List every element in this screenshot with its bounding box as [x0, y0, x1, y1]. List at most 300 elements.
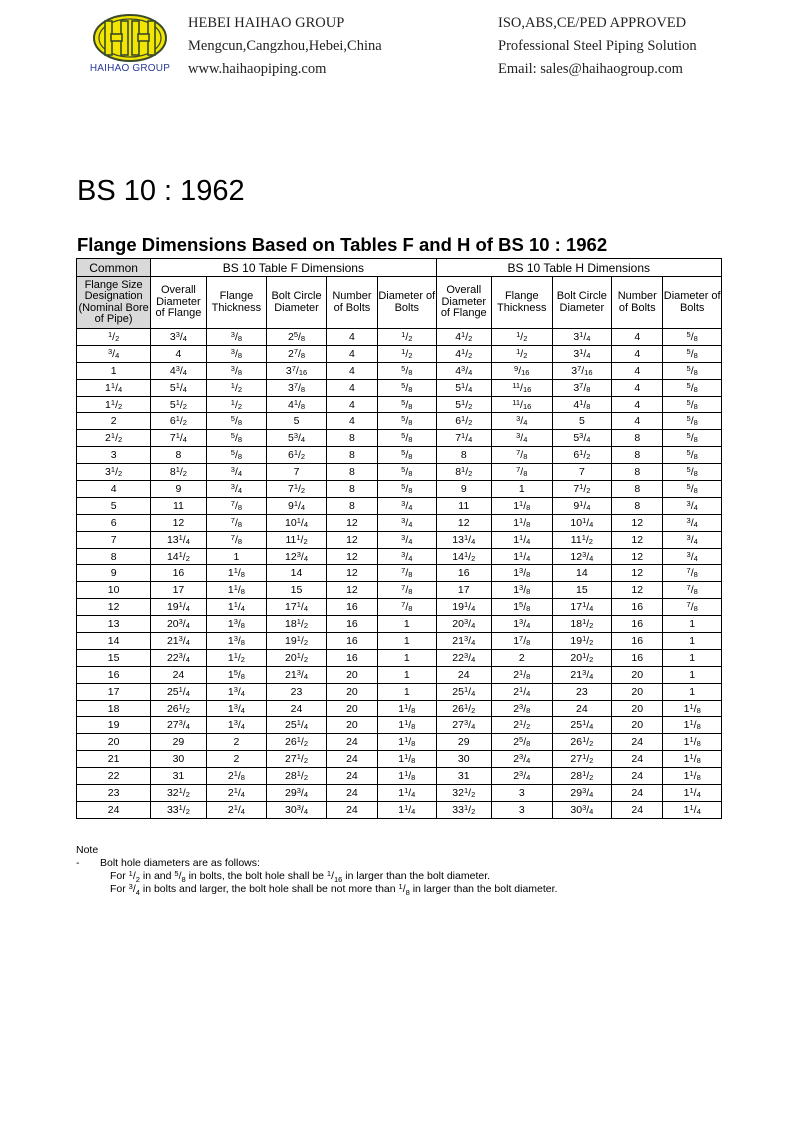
table-cell: 24	[326, 751, 377, 768]
group-header-table-h: BS 10 Table H Dimensions	[436, 259, 721, 277]
table-cell: 20	[326, 683, 377, 700]
table-cell: 12	[612, 582, 663, 599]
table-cell: $27^3/_4$	[151, 717, 206, 734]
table-cell: 20	[326, 700, 377, 717]
table-cell: 12	[326, 565, 377, 582]
table-cell: $^5/_8$	[206, 447, 267, 464]
size-cell: 24	[77, 801, 151, 818]
table-cell: $5^3/_4$	[267, 430, 327, 447]
table-cell: 24	[326, 768, 377, 785]
table-cell: 16	[326, 599, 377, 616]
table-cell: 9	[151, 481, 206, 498]
table-cell: $1^5/_8$	[491, 599, 552, 616]
table-cell: $2^3/_4$	[491, 751, 552, 768]
table-cell: $3^1/_4$	[552, 329, 612, 346]
note-text: For	[110, 870, 129, 882]
table-cell: $^9/_{16}$	[491, 362, 552, 379]
table-cell: $^7/_8$	[206, 497, 267, 514]
size-cell: 18	[77, 700, 151, 717]
size-cell: 4	[77, 481, 151, 498]
table-cell: $4^1/_2$	[436, 329, 491, 346]
table-cell: $^3/_8$	[206, 329, 267, 346]
table-cell: 1	[663, 649, 722, 666]
table-cell: $^5/_8$	[663, 329, 722, 346]
table-cell: 12	[326, 514, 377, 531]
size-cell: 14	[77, 633, 151, 650]
size-cell: 19	[77, 717, 151, 734]
table-row	[77, 514, 722, 531]
table-cell: 12	[612, 565, 663, 582]
table-cell: $7^1/_2$	[267, 481, 327, 498]
table-cell: $25^1/_4$	[267, 717, 327, 734]
table-cell: 8	[612, 430, 663, 447]
table-row	[77, 362, 722, 379]
table-cell: 20	[612, 666, 663, 683]
table-cell: $33^1/_2$	[151, 801, 206, 818]
table-cell: 20	[612, 700, 663, 717]
table-cell: $6^1/_2$	[552, 447, 612, 464]
note-bullet	[76, 857, 557, 870]
size-cell: 21	[77, 751, 151, 768]
note-dash: -	[76, 857, 80, 869]
table-cell: $19^1/_4$	[436, 599, 491, 616]
table-cell: $2^1/_2$	[491, 717, 552, 734]
table-cell: $30^3/_4$	[552, 801, 612, 818]
table-cell: 1	[206, 548, 267, 565]
note-text: in larger than the bolt diameter.	[409, 883, 558, 895]
table-cell: $27^1/_2$	[267, 751, 327, 768]
size-cell: 8	[77, 548, 151, 565]
table-cell: $3^7/_8$	[267, 379, 327, 396]
table-row	[77, 801, 722, 818]
table-cell: 16	[326, 616, 377, 633]
table-row	[77, 345, 722, 362]
table-cell: $18^1/_2$	[552, 616, 612, 633]
table-cell: $1^1/_4$	[663, 785, 722, 802]
size-cell: $1^1/_2$	[77, 396, 151, 413]
table-cell: 8	[151, 447, 206, 464]
table-cell: 8	[612, 464, 663, 481]
table-cell: $^7/_8$	[206, 514, 267, 531]
table-cell: $19^1/_4$	[151, 599, 206, 616]
size-cell: 5	[77, 497, 151, 514]
size-cell: 2	[77, 413, 151, 430]
table-row	[77, 497, 722, 514]
table-cell: 17	[436, 582, 491, 599]
table-cell: $^5/_8$	[378, 362, 437, 379]
column-header: Diameter of Bolts	[663, 277, 722, 329]
table-cell: $2^1/_4$	[206, 801, 267, 818]
table-cell: $17^1/_4$	[552, 599, 612, 616]
table-cell: 4	[612, 379, 663, 396]
table-cell: $^3/_4$	[378, 514, 437, 531]
table-cell: 11	[151, 497, 206, 514]
table-cell: $1^3/_8$	[491, 565, 552, 582]
table-cell: $^1/_2$	[206, 396, 267, 413]
table-cell: $3^7/_8$	[552, 379, 612, 396]
table-cell: 30	[151, 751, 206, 768]
table-cell: $1^5/_8$	[206, 666, 267, 683]
table-cell: 16	[326, 649, 377, 666]
table-cell: $1^1/_4$	[491, 548, 552, 565]
table-cell: $4^1/_8$	[267, 396, 327, 413]
table-cell: $4^3/_4$	[436, 362, 491, 379]
size-cell: 23	[77, 785, 151, 802]
table-cell: $1^1/_8$	[663, 751, 722, 768]
certifications: ISO,ABS,CE/PED APPROVED	[498, 15, 687, 31]
table-cell: $28^1/_2$	[552, 768, 612, 785]
table-cell: 12	[436, 514, 491, 531]
table-cell: $8^1/_2$	[151, 464, 206, 481]
table-cell: $1^3/_4$	[206, 717, 267, 734]
table-cell: $1^1/_4$	[378, 785, 437, 802]
table-cell: $2^5/_8$	[491, 734, 552, 751]
table-row	[77, 683, 722, 700]
table-cell: 2	[206, 734, 267, 751]
table-row	[77, 464, 722, 481]
table-cell: 16	[436, 565, 491, 582]
table-cell: $1^1/_8$	[378, 734, 437, 751]
table-cell: $26^1/_2$	[267, 734, 327, 751]
group-header-row	[77, 259, 722, 277]
table-cell: 16	[612, 649, 663, 666]
table-cell: $22^3/_4$	[151, 649, 206, 666]
table-cell: 2	[206, 751, 267, 768]
table-cell: 8	[326, 497, 377, 514]
table-row	[77, 565, 722, 582]
table-cell: 24	[326, 734, 377, 751]
fraction: $^1/_2$	[128, 869, 140, 885]
table-cell: 4	[326, 396, 377, 413]
table-cell: $1^1/_8$	[663, 734, 722, 751]
table-cell: $28^1/_2$	[267, 768, 327, 785]
table-cell: $7^1/_4$	[436, 430, 491, 447]
column-header: Diameter of Bolts	[378, 277, 437, 329]
table-cell: $^5/_8$	[663, 464, 722, 481]
table-cell: $^7/_8$	[378, 565, 437, 582]
table-cell: $1^1/_4$	[491, 531, 552, 548]
table-cell: 4	[326, 413, 377, 430]
table-cell: $1^1/_4$	[663, 801, 722, 818]
table-cell: 16	[326, 633, 377, 650]
table-cell: 15	[552, 582, 612, 599]
table-cell: $^7/_8$	[378, 582, 437, 599]
table-cell: $29^3/_4$	[552, 785, 612, 802]
note-text: in bolts, the bolt hole shall be	[185, 870, 327, 882]
column-header: Flange Thickness	[491, 277, 552, 329]
table-cell: $19^1/_2$	[267, 633, 327, 650]
page-header	[0, 0, 795, 90]
size-cell: 17	[77, 683, 151, 700]
note-section	[76, 844, 557, 896]
table-cell: $1^1/_8$	[378, 768, 437, 785]
table-cell: $1^1/_8$	[378, 700, 437, 717]
table-cell: 20	[326, 666, 377, 683]
table-cell: $3^7/_{16}$	[267, 362, 327, 379]
note-text: in bolts and larger, the bolt hole shall be not more than	[139, 883, 399, 895]
table-cell: $^7/_8$	[663, 599, 722, 616]
table-cell: 1	[378, 649, 437, 666]
table-cell: 8	[612, 481, 663, 498]
table-cell: $^3/_8$	[206, 362, 267, 379]
table-cell: $^3/_4$	[491, 430, 552, 447]
table-row	[77, 768, 722, 785]
column-header-row	[77, 277, 722, 329]
table-cell: 4	[326, 362, 377, 379]
table-row	[77, 616, 722, 633]
table-cell: 24	[326, 785, 377, 802]
table-cell: $5^1/_2$	[151, 396, 206, 413]
table-cell: 29	[151, 734, 206, 751]
table-cell: 24	[552, 700, 612, 717]
table-cell: $1^3/_4$	[206, 700, 267, 717]
company-email[interactable]: Email: sales@haihaogroup.com	[498, 61, 683, 77]
table-cell: 24	[612, 734, 663, 751]
table-row	[77, 785, 722, 802]
table-cell: $1^3/_4$	[491, 616, 552, 633]
table-cell: $^5/_8$	[663, 447, 722, 464]
table-cell: $^3/_4$	[663, 514, 722, 531]
size-cell: 3	[77, 447, 151, 464]
table-cell: $12^3/_4$	[552, 548, 612, 565]
table-cell: $25^1/_4$	[552, 717, 612, 734]
table-cell: $^3/_4$	[206, 464, 267, 481]
table-cell: $2^7/_8$	[267, 345, 327, 362]
table-cell: 5	[267, 413, 327, 430]
column-header: Number of Bolts	[326, 277, 377, 329]
table-cell: 12	[612, 514, 663, 531]
table-cell: $^1/_2$	[491, 345, 552, 362]
table-cell: 3	[491, 801, 552, 818]
table-row	[77, 396, 722, 413]
table-cell: 23	[267, 683, 327, 700]
table-cell: $1^1/_8$	[491, 497, 552, 514]
document-title: BS 10 : 1962	[77, 175, 245, 207]
table-cell: $^3/_4$	[663, 531, 722, 548]
table-cell: 31	[436, 768, 491, 785]
table-cell: $^1/_2$	[378, 329, 437, 346]
table-cell: $6^1/_2$	[267, 447, 327, 464]
table-cell: $27^3/_4$	[436, 717, 491, 734]
table-cell: 20	[612, 683, 663, 700]
table-cell: $^5/_8$	[663, 345, 722, 362]
table-cell: 20	[326, 717, 377, 734]
group-header-table-f: BS 10 Table F Dimensions	[151, 259, 436, 277]
table-cell: $1^1/_2$	[206, 649, 267, 666]
table-cell: $22^3/_4$	[436, 649, 491, 666]
table-cell: $^7/_8$	[663, 565, 722, 582]
table-cell: $10^1/_4$	[267, 514, 327, 531]
table-cell: 9	[436, 481, 491, 498]
table-cell: 8	[612, 447, 663, 464]
table-cell: $2^3/_4$	[491, 768, 552, 785]
table-cell: 24	[267, 700, 327, 717]
table-cell: 2	[491, 649, 552, 666]
table-cell: $^5/_8$	[663, 379, 722, 396]
note-text: in and	[139, 870, 175, 882]
table-cell: 16	[612, 633, 663, 650]
table-cell: 1	[663, 633, 722, 650]
flange-dimensions-table	[76, 258, 722, 819]
column-header: Bolt Circle Diameter	[267, 277, 327, 329]
table-cell: 24	[436, 666, 491, 683]
size-cell: 1	[77, 362, 151, 379]
table-cell: $^1/_2$	[491, 329, 552, 346]
table-cell: $19^1/_2$	[552, 633, 612, 650]
table-cell: 4	[612, 396, 663, 413]
fraction: $^3/_4$	[128, 882, 140, 898]
table-cell: 29	[436, 734, 491, 751]
table-cell: 7	[267, 464, 327, 481]
size-cell: $3^1/_2$	[77, 464, 151, 481]
table-cell: 8	[326, 464, 377, 481]
fraction: $^1/_8$	[398, 882, 410, 898]
table-cell: 20	[612, 717, 663, 734]
table-cell: $1^3/_4$	[206, 683, 267, 700]
table-cell: $11^1/_2$	[267, 531, 327, 548]
table-cell: $6^1/_2$	[151, 413, 206, 430]
table-cell: 12	[612, 548, 663, 565]
note-text: For	[110, 883, 129, 895]
table-cell: 1	[378, 666, 437, 683]
company-address: Mengcun,Cangzhou,Hebei,China	[188, 38, 382, 54]
table-cell: 14	[267, 565, 327, 582]
table-row	[77, 329, 722, 346]
table-cell: $5^1/_4$	[436, 379, 491, 396]
table-cell: 12	[326, 531, 377, 548]
table-cell: $3^3/_4$	[151, 329, 206, 346]
size-cell: $2^1/_2$	[77, 430, 151, 447]
table-row	[77, 717, 722, 734]
table-cell: 7	[552, 464, 612, 481]
table-cell: 4	[151, 345, 206, 362]
table-cell: $2^1/_4$	[491, 683, 552, 700]
table-cell: $1^1/_4$	[378, 801, 437, 818]
table-cell: $4^3/_4$	[151, 362, 206, 379]
table-cell: $^7/_8$	[491, 464, 552, 481]
size-cell: 16	[77, 666, 151, 683]
table-cell: 4	[612, 413, 663, 430]
table-row	[77, 447, 722, 464]
logo-text: HAIHAO GROUP	[89, 63, 171, 74]
table-cell: $14^1/_2$	[151, 548, 206, 565]
table-cell: $17^1/_4$	[267, 599, 327, 616]
table-cell: $5^1/_2$	[436, 396, 491, 413]
note-bullet-text: Bolt hole diameters are as follows:	[100, 857, 260, 869]
table-cell: $7^1/_4$	[151, 430, 206, 447]
table-cell: $21^3/_4$	[436, 633, 491, 650]
table-cell: $26^1/_2$	[436, 700, 491, 717]
table-cell: 4	[612, 329, 663, 346]
size-cell: 13	[77, 616, 151, 633]
table-row	[77, 481, 722, 498]
note-text: in larger than the bolt diameter.	[342, 870, 491, 882]
table-cell: $2^5/_8$	[267, 329, 327, 346]
table-row	[77, 734, 722, 751]
table-cell: $^7/_8$	[206, 531, 267, 548]
table-cell: $1^1/_8$	[663, 768, 722, 785]
tagline: Professional Steel Piping Solution	[498, 38, 697, 54]
table-cell: $^3/_4$	[663, 497, 722, 514]
table-cell: 31	[151, 768, 206, 785]
table-cell: 8	[326, 447, 377, 464]
table-cell: $33^1/_2$	[436, 801, 491, 818]
table-body	[77, 329, 722, 819]
table-cell: 16	[151, 565, 206, 582]
table-cell: $^5/_8$	[378, 447, 437, 464]
table-cell: 4	[612, 362, 663, 379]
table-cell: 1	[378, 616, 437, 633]
column-header: Flange Size Designation (Nominal Bore of Pipe)	[77, 277, 151, 329]
table-row	[77, 548, 722, 565]
table-cell: $^5/_8$	[206, 430, 267, 447]
table-cell: 24	[612, 751, 663, 768]
table-cell: $26^1/_2$	[151, 700, 206, 717]
table-cell: 1	[378, 633, 437, 650]
table-cell: 24	[151, 666, 206, 683]
table-row	[77, 430, 722, 447]
size-cell: $^1/_2$	[77, 329, 151, 346]
table-cell: 4	[612, 345, 663, 362]
size-cell: 15	[77, 649, 151, 666]
table-cell: $^5/_8$	[206, 413, 267, 430]
table-cell: $^7/_8$	[663, 582, 722, 599]
company-info	[188, 12, 382, 81]
table-cell: $5^3/_4$	[552, 430, 612, 447]
table-row	[77, 700, 722, 717]
column-header: Flange Thickness	[206, 277, 267, 329]
table-cell: $^3/_4$	[378, 531, 437, 548]
table-cell: 24	[612, 768, 663, 785]
table-cell: 16	[612, 616, 663, 633]
size-cell: 10	[77, 582, 151, 599]
table-cell: $^7/_8$	[378, 599, 437, 616]
note-line-1	[76, 870, 557, 883]
table-cell: $^{11}/_{16}$	[491, 379, 552, 396]
table-cell: 12	[326, 582, 377, 599]
table-row	[77, 649, 722, 666]
table-cell: $4^1/_8$	[552, 396, 612, 413]
table-cell: $9^1/_4$	[267, 497, 327, 514]
table-cell: 30	[436, 751, 491, 768]
table-cell: $^5/_8$	[378, 379, 437, 396]
table-cell: $^{11}/_{16}$	[491, 396, 552, 413]
company-website[interactable]: www.haihaopiping.com	[188, 61, 327, 77]
table-cell: 24	[612, 785, 663, 802]
table-row	[77, 582, 722, 599]
table-cell: $^1/_2$	[378, 345, 437, 362]
table-cell: 15	[267, 582, 327, 599]
table-cell: $7^1/_2$	[552, 481, 612, 498]
table-cell: $1^1/_8$	[206, 565, 267, 582]
table-cell: $12^3/_4$	[267, 548, 327, 565]
table-cell: $18^1/_2$	[267, 616, 327, 633]
table-cell: $^3/_4$	[378, 548, 437, 565]
table-row	[77, 599, 722, 616]
size-cell: $^3/_4$	[77, 345, 151, 362]
table-cell: 8	[326, 481, 377, 498]
table-cell: $^3/_4$	[378, 497, 437, 514]
table-cell: $^3/_4$	[663, 548, 722, 565]
table-cell: $6^1/_2$	[436, 413, 491, 430]
table-cell: $^5/_8$	[378, 464, 437, 481]
table-cell: $30^3/_4$	[267, 801, 327, 818]
table-cell: $29^3/_4$	[267, 785, 327, 802]
fraction: $^1/_{16}$	[326, 869, 343, 885]
table-cell: $^5/_8$	[663, 481, 722, 498]
table-row	[77, 633, 722, 650]
table-cell: $20^1/_2$	[552, 649, 612, 666]
